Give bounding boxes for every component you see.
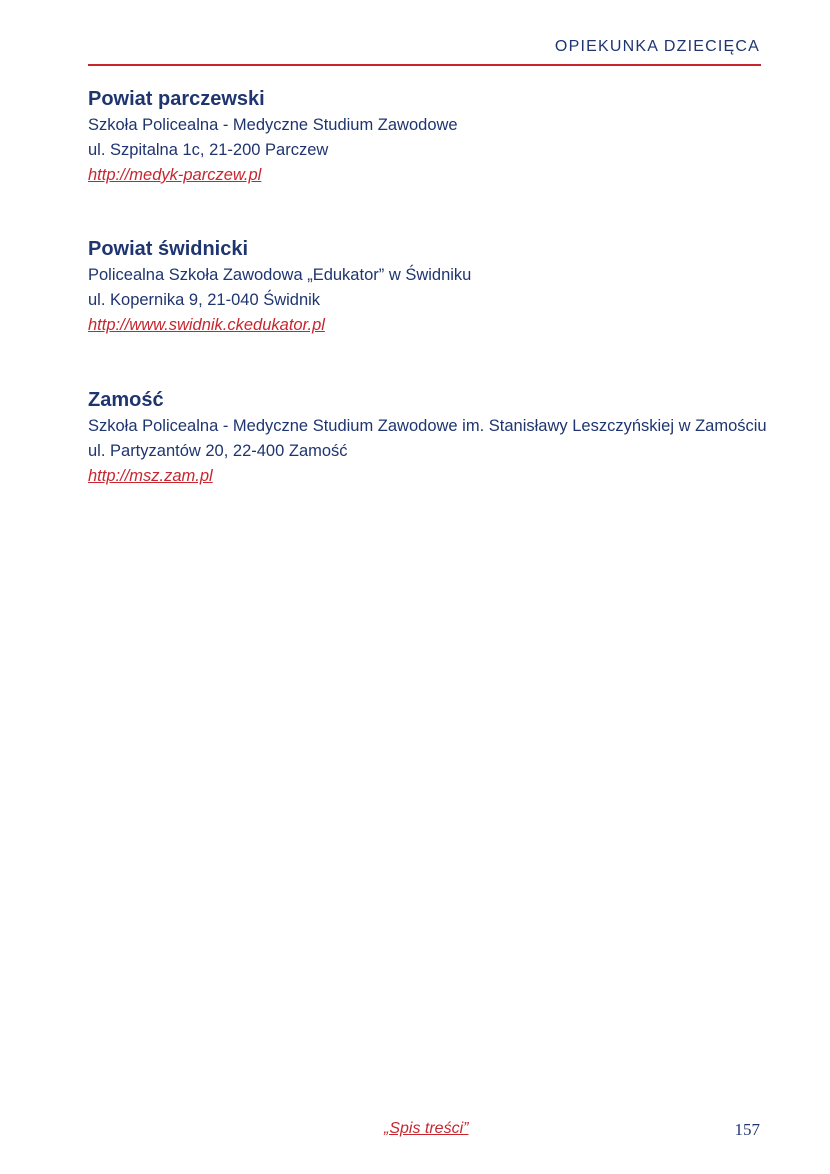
- school-website-link[interactable]: http://msz.zam.pl: [88, 467, 213, 485]
- school-address: ul. Szpitalna 1c, 21-200 Parczew: [88, 141, 329, 159]
- section-heading: Zamość: [88, 389, 164, 411]
- school-address: ul. Partyzantów 20, 22-400 Zamość: [88, 442, 348, 460]
- section-heading: Powiat świdnicki: [88, 238, 249, 260]
- school-name: Szkoła Policealna - Medyczne Studium Zawodowe im. Stanisławy Leszczyńskiej w Zamościu: [88, 417, 767, 435]
- page-number: 157: [734, 1120, 760, 1139]
- section-powiat-swidnicki: [88, 236, 778, 338]
- section-zamosc: [88, 387, 778, 489]
- school-website-link[interactable]: http://medyk-parczew.pl: [88, 166, 262, 184]
- school-website-link[interactable]: http://www.swidnik.ckedukator.pl: [88, 316, 325, 334]
- header-rule: [88, 64, 761, 66]
- school-name: Szkoła Policealna - Medyczne Studium Zawodowe: [88, 116, 458, 134]
- section-heading: Powiat parczewski: [88, 88, 265, 110]
- table-of-contents-link[interactable]: „Spis treści”: [384, 1120, 469, 1137]
- school-address: ul. Kopernika 9, 21-040 Świdnik: [88, 291, 321, 309]
- school-name: Policealna Szkoła Zawodowa „Edukator” w Świdniku: [88, 266, 472, 284]
- section-powiat-parczewski: [88, 86, 778, 188]
- header-title: OPIEKUNKA DZIECIĘCA: [554, 38, 760, 55]
